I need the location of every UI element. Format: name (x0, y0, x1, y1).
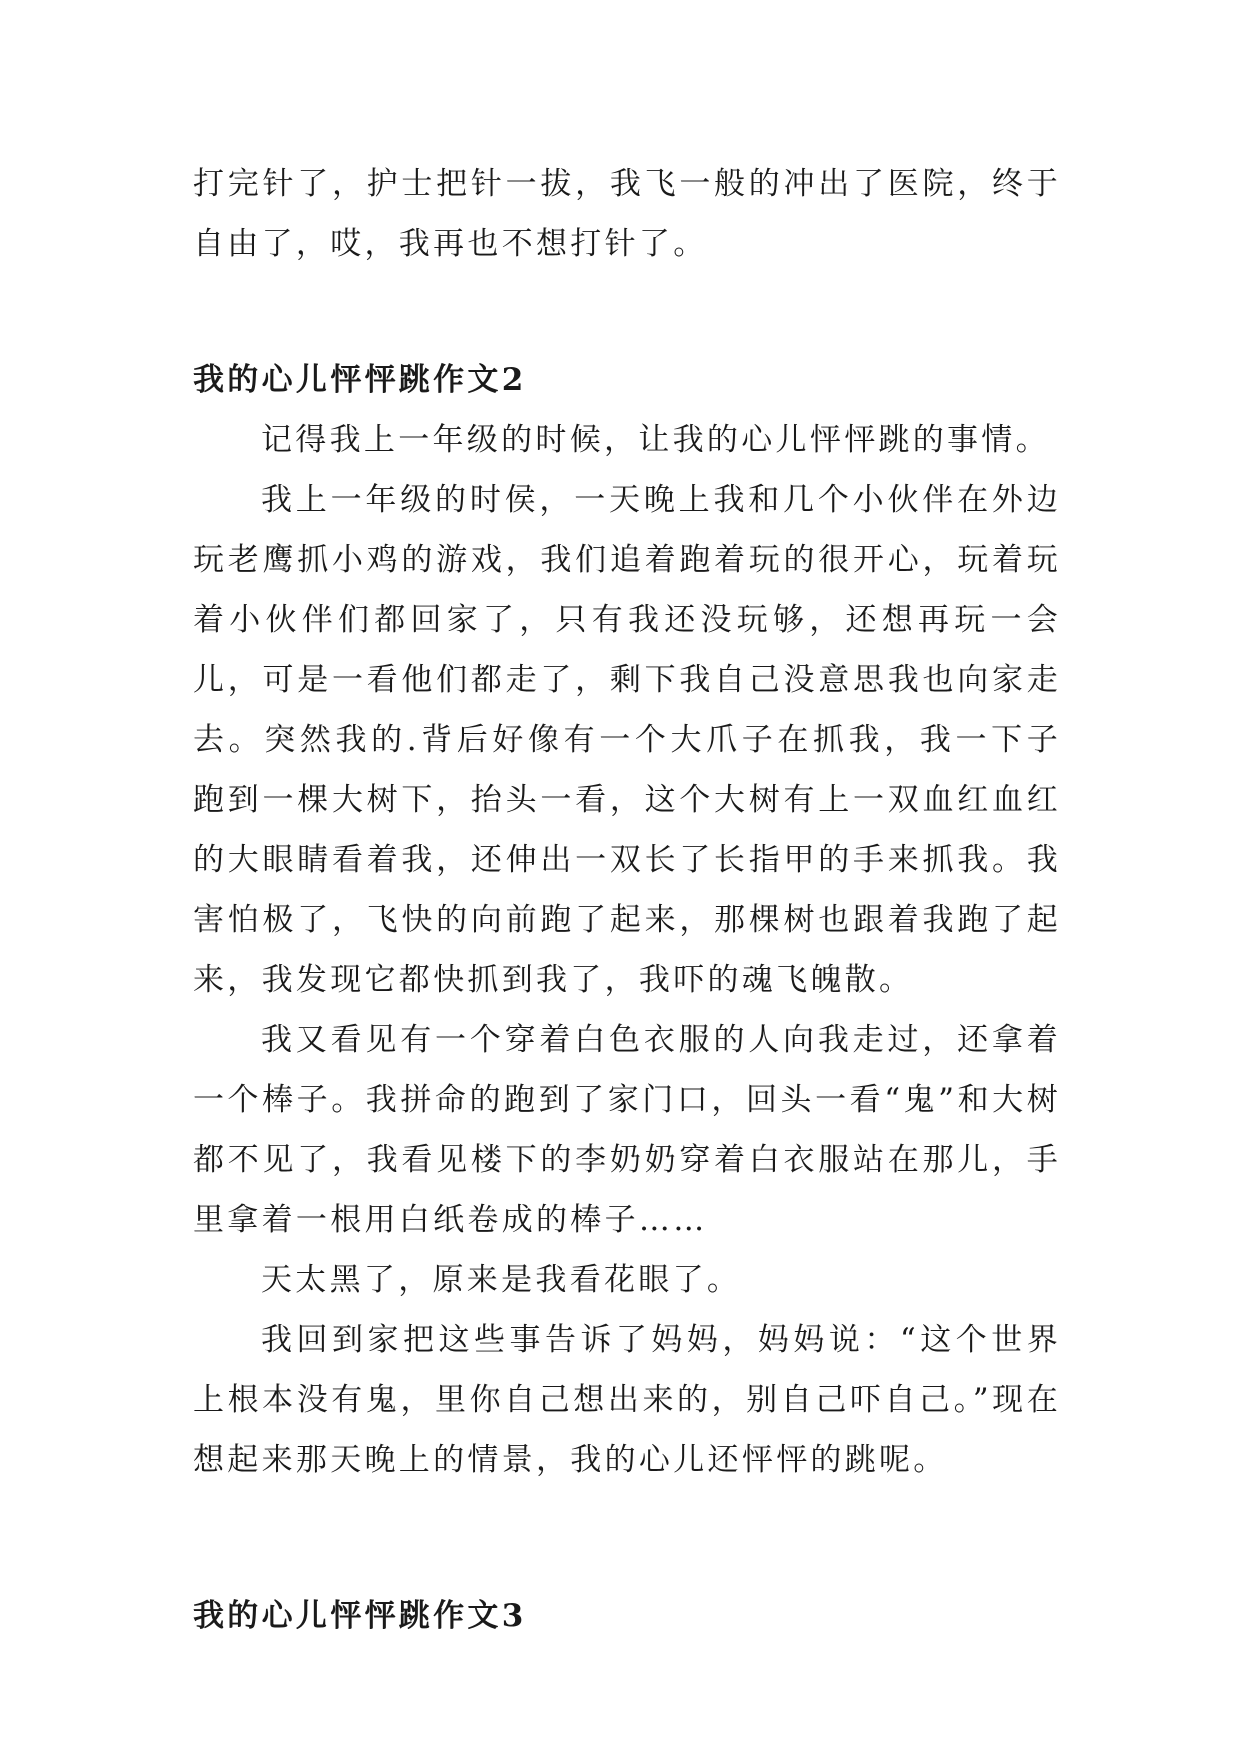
essay2-paragraph-3: 我又看见有一个穿着白色衣服的人向我走过，还拿着一个棒子。我拼命的跑到了家门口，回头一看“鬼”和大树都不见了，我看见楼下的李奶奶穿着白衣服站在那儿，手里拿着一根用白纸卷成的棒子…… (193, 1022, 1061, 1238)
essay2-paragraph-5: 我回到家把这些事告诉了妈妈，妈妈说：“这个世界上根本没有鬼，里你自己想出来的，别自己吓自己。”现在想起来那天晚上的情景，我的心儿还怦怦的跳呢。 (193, 1322, 1061, 1478)
essay2-paragraph-2: 我上一年级的时侯，一天晚上我和几个小伙伴在外边玩老鹰抓小鸡的游戏，我们追着跑着玩的很开心，玩着玩着小伙伴们都回家了，只有我还没玩够，还想再玩一会儿，可是一看他们都走了，剩下我自己没意思我也向家走去。突然我的.背后好像有一个大爪子在抓我，我一下子跑到一棵大树下，抬头一看，这个大树有上一双血红血红的大眼睛看着我，还伸出一双长了长指甲的手来抓我。我害怕极了，飞快的向前跑了起来，那棵树也跟着我跑了起来，我发现它都快抓到我了，我吓的魂飞魄散。 (193, 482, 1061, 998)
essay1-closing-paragraph: 打完针了，护士把针一拔，我飞一般的冲出了医院，终于自由了，哎，我再也不想打针了。 (193, 166, 1061, 262)
section-spacer (193, 1490, 1061, 1586)
document-page (193, 154, 1061, 1646)
section-spacer (193, 274, 1061, 350)
essay2-title: 我的心儿怦怦跳作文2 (193, 362, 527, 398)
essay2-paragraph-4: 天太黑了，原来是我看花眼了。 (261, 1262, 742, 1298)
essay3-title: 我的心儿怦怦跳作文3 (193, 1598, 527, 1634)
essay2-paragraph-1: 记得我上一年级的时候，让我的心儿怦怦跳的事情。 (261, 422, 1050, 458)
